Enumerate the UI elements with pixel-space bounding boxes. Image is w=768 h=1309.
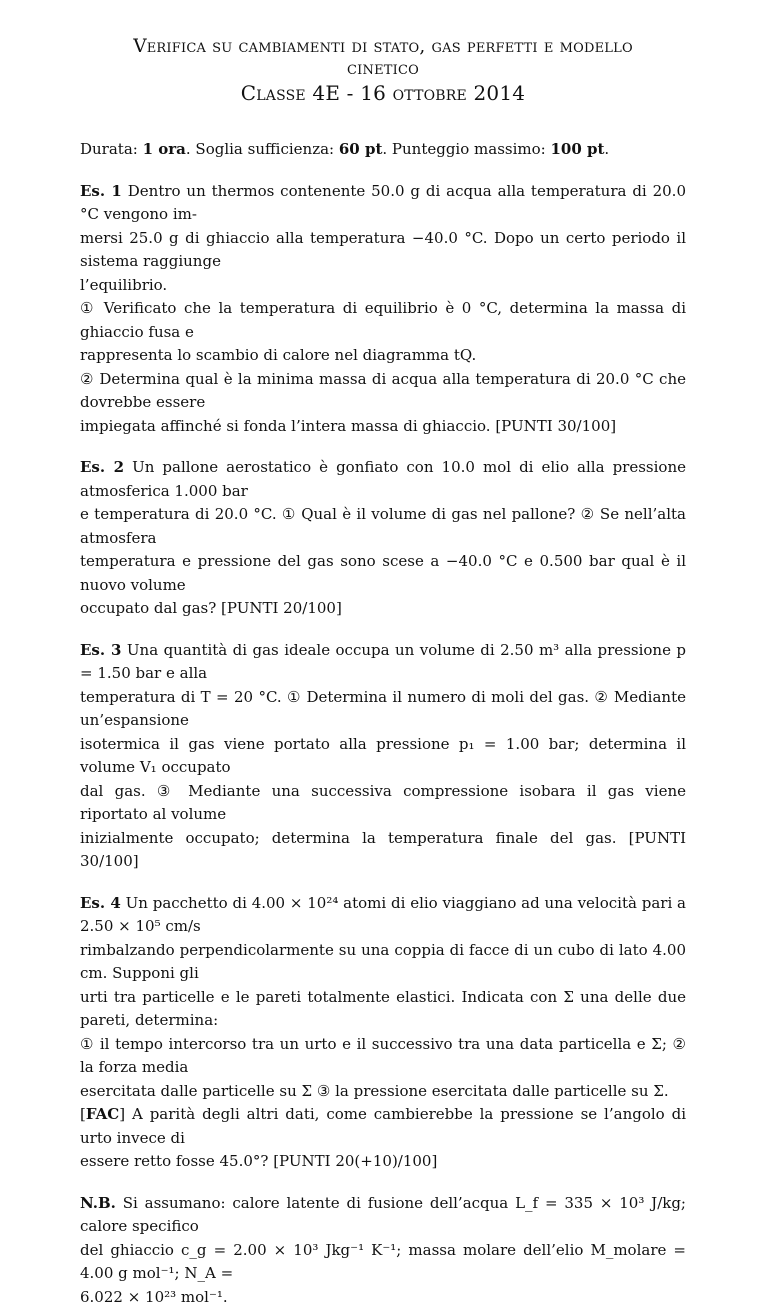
nb-label: N.B.	[80, 1194, 116, 1212]
exercise-3-line-3: isotermica il gas viene portato alla pressione p₁ = 1.00 bar; determina il volume V₁ occupato	[80, 733, 686, 780]
exercise-1-line-6: ② Determina qual è la minima massa di acqua alla temperatura di 20.0 °C che dovrebbe essere	[80, 368, 686, 415]
exercise-1-label: Es. 1	[80, 182, 122, 200]
title-line-2: Classe 4E - 16 ottobre 2014	[80, 80, 686, 106]
exercise-3-line-2: temperatura di T = 20 °C. ① Determina il numero di moli del gas. ② Mediante un’espansione	[80, 686, 686, 733]
exam-info	[80, 138, 686, 162]
nota-bene	[80, 1192, 686, 1309]
exercise-2-label: Es. 2	[80, 458, 124, 476]
soglia-label: . Soglia sufficienza:	[186, 140, 339, 158]
intro-end: .	[604, 140, 609, 158]
durata-label: Durata:	[80, 140, 143, 158]
exercise-4-label: Es. 4	[80, 894, 121, 912]
fac-open-bracket: [	[80, 1105, 86, 1123]
exercise-1-line-2: mersi 25.0 g di ghiaccio alla temperatura −40.0 °C. Dopo un certo periodo il sistema raggiunge	[80, 227, 686, 274]
exercise-3-label: Es. 3	[80, 641, 121, 659]
max-value: 100 pt	[550, 140, 604, 158]
exercise-4-fac-line-1: ] A parità degli altri dati, come cambierebbe la pressione se l’angolo di urto invece di	[80, 1105, 686, 1147]
nb-line-2: del ghiaccio c_g = 2.00 × 10³ Jkg⁻¹ K⁻¹; massa molare dell’elio M_molare = 4.00 g mol⁻¹; N_A =	[80, 1239, 686, 1286]
exercise-2	[80, 456, 686, 621]
nb-line-3: 6.022 × 10²³ mol⁻¹.	[80, 1286, 686, 1309]
exercise-3-line-1: Una quantità di gas ideale occupa un volume di 2.50 m³ alla pressione p = 1.50 bar e alla	[80, 641, 686, 683]
max-label: . Punteggio massimo:	[382, 140, 550, 158]
exercise-4-line-3: urti tra particelle e le pareti totalmente elastici. Indicata con Σ una delle due pareti, determina:	[80, 986, 686, 1033]
exercise-2-line-1: Un pallone aerostatico è gonfiato con 10.0 mol di elio alla pressione atmosferica 1.000 bar	[80, 458, 686, 500]
exercise-4-fac-line-2: essere retto fosse 45.0°? [PUNTI 20(+10)/100]	[80, 1150, 686, 1174]
exercise-3-line-5: inizialmente occupato; determina la temperatura finale del gas. [PUNTI 30/100]	[80, 827, 686, 874]
exercise-4-line-4: ① il tempo intercorso tra un urto e il successivo tra una data particella e Σ; ② la forza media	[80, 1033, 686, 1080]
title-line-1b: cinetico	[80, 58, 686, 80]
document-page	[80, 36, 686, 1309]
exercise-3	[80, 639, 686, 874]
exercise-4	[80, 892, 686, 1174]
exercise-1-line-7: impiegata affinché si fonda l’intera massa di ghiaccio. [PUNTI 30/100]	[80, 415, 686, 439]
title-line-1: Verifica su cambiamenti di stato, gas perfetti e modello	[80, 36, 686, 58]
exercise-1-line-4: ① Verificato che la temperatura di equilibrio è 0 °C, determina la massa di ghiaccio fusa e	[80, 297, 686, 344]
soglia-value: 60 pt	[339, 140, 383, 158]
exercise-2-line-3: temperatura e pressione del gas sono scese a −40.0 °C e 0.500 bar qual è il nuovo volume	[80, 550, 686, 597]
nb-line-1: Si assumano: calore latente di fusione dell’acqua L_f = 335 × 10³ J/kg; calore specifico	[80, 1194, 686, 1236]
exercise-1-line-3: l’equilibrio.	[80, 274, 686, 298]
durata-value: 1 ora	[143, 140, 186, 158]
document-title	[80, 36, 686, 106]
exercise-1-line-1: Dentro un thermos contenente 50.0 g di acqua alla temperatura di 20.0 °C vengono im-	[80, 182, 686, 224]
exercise-3-line-4: dal gas. ③ Mediante una successiva compressione isobara il gas viene riportato al volume	[80, 780, 686, 827]
exercise-1-line-5: rappresenta lo scambio di calore nel diagramma tQ.	[80, 344, 686, 368]
exercise-4-line-1: Un pacchetto di 4.00 × 10²⁴ atomi di elio viaggiano ad una velocità pari a 2.50 × 10⁵ cm/s	[80, 894, 686, 936]
exercise-1	[80, 180, 686, 439]
fac-label: FAC	[86, 1105, 119, 1123]
exercise-4-line-5: esercitata dalle particelle su Σ ③ la pressione esercitata dalle particelle su Σ.	[80, 1080, 686, 1104]
exercise-4-line-2: rimbalzando perpendicolarmente su una coppia di facce di un cubo di lato 4.00 cm. Supponi gli	[80, 939, 686, 986]
exercise-2-line-2: e temperatura di 20.0 °C. ① Qual è il volume di gas nel pallone? ② Se nell’alta atmosfera	[80, 503, 686, 550]
exercise-2-line-4: occupato dal gas? [PUNTI 20/100]	[80, 597, 686, 621]
